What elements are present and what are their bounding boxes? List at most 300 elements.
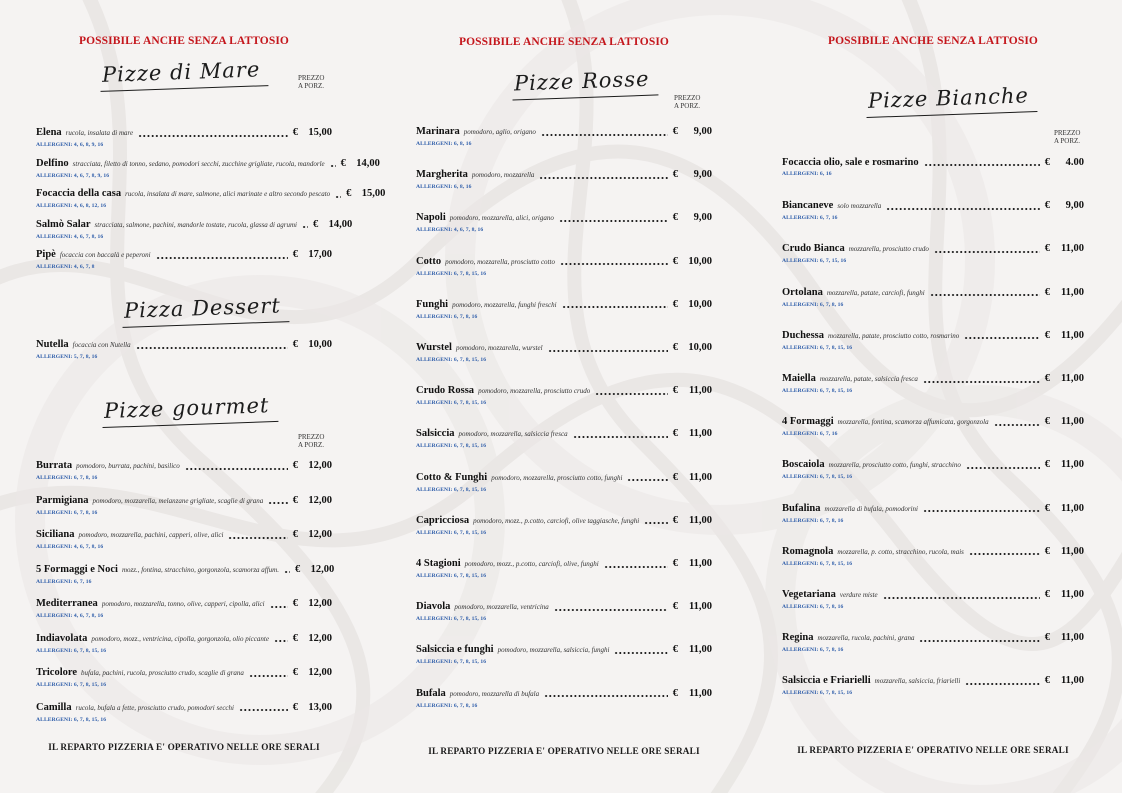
currency-symbol: € — [1044, 286, 1050, 298]
currency-symbol: € — [1044, 459, 1050, 471]
currency-symbol: € — [312, 218, 319, 230]
item-name: Nutella — [36, 339, 69, 350]
menu-item-line — [782, 329, 1084, 343]
item-price: 11,00 — [688, 558, 712, 569]
item-ingredients: mozzarella, fontina, scamorza affumicata, gorgonzola — [837, 418, 989, 427]
menu-item — [36, 563, 335, 586]
currency-symbol: € — [292, 127, 298, 138]
item-name: Regina — [782, 632, 814, 644]
item-ingredients: bufala, pachini, rucola, prosciutto crudo, scaglie di grana — [81, 669, 244, 677]
menu-item — [782, 631, 1084, 654]
menu-item-line — [782, 199, 1084, 213]
price-per-portion-label: PREZZO A PORZ. — [298, 433, 325, 449]
currency-symbol: € — [672, 298, 678, 310]
currency-symbol: € — [672, 558, 678, 569]
menu-item-line — [782, 674, 1084, 688]
currency-symbol: € — [672, 644, 678, 656]
allergens-list: ALLERGENI: 6, 7, 8, 15, 16 — [36, 647, 107, 654]
item-name: Funghi — [416, 298, 449, 310]
menu-item-line — [36, 666, 332, 680]
currency-symbol: € — [1044, 589, 1050, 600]
allergens-list: ALLERGENI: 6, 7, 8, 15, 16 — [782, 388, 853, 394]
item-name: Focaccia olio, sale e rosmarino — [782, 157, 919, 168]
menu-item-line — [416, 168, 712, 182]
item-name: Napoli — [416, 212, 446, 224]
item-price: 11,00 — [1060, 675, 1084, 687]
currency-symbol: € — [1044, 329, 1050, 341]
allergens-list: ALLERGENI: 6, 7, 8, 15, 16 — [416, 616, 487, 623]
price-per-portion-label: PREZZO A PORZ. — [1054, 129, 1081, 145]
section-title: Pizze Bianche — [866, 83, 1038, 118]
item-price: 12,00 — [308, 667, 332, 678]
item-ingredients: mozzarella di bufala, pomodorini — [824, 504, 918, 513]
menu-item — [782, 502, 1084, 525]
menu-item — [416, 557, 712, 580]
menu-item — [36, 701, 332, 724]
item-ingredients: mozzarella, patate, carciofi, funghi — [826, 288, 925, 297]
menu-item — [416, 427, 712, 450]
item-ingredients: focaccia con baccalà e peperoni — [59, 251, 151, 259]
dot-leader — [249, 675, 288, 677]
currency-symbol: € — [292, 667, 298, 678]
currency-symbol: € — [672, 169, 678, 181]
item-ingredients: mozzarella, prosciutto crudo — [848, 245, 929, 254]
currency-symbol: € — [672, 385, 678, 397]
menu-item-line — [416, 600, 712, 614]
item-price: 15,00 — [308, 127, 332, 138]
item-ingredients: pomodoro, mozzarella, prosciutto crudo — [478, 387, 591, 396]
evening-hours-footer: IL REPARTO PIZZERIA E' OPERATIVO NELLE ORE SERALI — [428, 746, 700, 756]
dot-leader — [544, 695, 668, 697]
dot-leader — [136, 347, 288, 349]
allergens-list: ALLERGENI: 6, 7, 8, 16 — [36, 475, 98, 481]
menu-item — [782, 242, 1084, 265]
menu-item-line — [36, 701, 332, 715]
menu-column-2 — [416, 0, 712, 793]
allergens-list: ALLERGENI: 6, 7, 8, 15, 16 — [416, 270, 487, 277]
item-name: Maiella — [782, 373, 816, 384]
dot-leader — [965, 683, 1039, 685]
menu-item-line — [416, 384, 712, 398]
lactose-free-notice: POSSIBILE ANCHE SENZA LATTOSIO — [459, 36, 669, 48]
dot-leader — [302, 226, 308, 228]
dot-leader — [284, 571, 290, 573]
item-ingredients: mozzarella, patate, prosciutto cotto, rosmarino — [828, 331, 960, 340]
item-ingredients: pomodoro, mozzarella, salsiccia fresca — [458, 430, 568, 439]
dot-leader — [228, 537, 287, 539]
dot-leader — [539, 177, 667, 179]
dot-leader — [883, 597, 1040, 599]
item-ingredients: pomodoro, mozzarella, ventricina — [454, 603, 549, 612]
dot-leader — [274, 640, 288, 642]
dot-leader — [923, 381, 1040, 383]
item-price: 11,00 — [1060, 329, 1084, 341]
menu-item-line — [36, 187, 386, 201]
menu-item-line — [416, 514, 712, 528]
item-price: 14,00 — [328, 218, 353, 230]
item-ingredients: pomodoro, mozzarella, salsiccia, funghi — [497, 646, 610, 655]
item-price: 11,00 — [1060, 373, 1084, 384]
menu-item — [36, 632, 332, 655]
allergens-list: ALLERGENI: 6, 7, 8, 15, 16 — [416, 357, 487, 363]
currency-symbol: € — [295, 563, 301, 575]
item-ingredients: pomodoro, mozz., p.cotto, carciofi, olive, funghi — [464, 560, 599, 568]
allergens-list: ALLERGENI: 6, 7, 8, 16 — [416, 313, 478, 320]
item-name: Parmigiana — [36, 494, 89, 506]
item-name: Capricciosa — [416, 514, 470, 526]
allergens-list: ALLERGENI: 6, 7, 8, 15, 16 — [782, 474, 853, 481]
item-ingredients: pomodoro, mozz., ventricina, cipolla, gorgonzola, olio piccante — [91, 634, 269, 643]
item-name: Crudo Rossa — [416, 385, 475, 397]
allergens-list: ALLERGENI: 6, 7, 8, 16 — [782, 604, 844, 610]
item-price: 14,00 — [356, 157, 380, 169]
item-name: Focaccia della casa — [36, 188, 122, 199]
dot-leader — [554, 609, 668, 611]
menu-item-line — [36, 338, 332, 352]
allergens-list: ALLERGENI: 6, 7, 8, 15, 16 — [36, 716, 107, 723]
item-ingredients: mozzarella, patate, salsiccia fresca — [819, 375, 918, 383]
currency-symbol: € — [672, 212, 678, 224]
currency-symbol: € — [672, 471, 678, 483]
dot-leader — [156, 257, 288, 259]
item-name: Duchessa — [782, 329, 825, 341]
currency-symbol: € — [672, 428, 678, 440]
item-ingredients: verdure miste — [839, 591, 878, 599]
item-name: Cotto & Funghi — [416, 471, 488, 483]
section-title: Pizze Rosse — [512, 66, 658, 100]
allergens-list: ALLERGENI: 6, 7, 8, 16 — [782, 517, 844, 524]
item-ingredients: stracciata, filetto di tonno, sedano, pomodori secchi, zucchine grigliate, rucola, mandorle — [72, 159, 325, 168]
evening-hours-footer: IL REPARTO PIZZERIA E' OPERATIVO NELLE ORE SERALI — [48, 742, 320, 752]
price-per-portion-label: PREZZO A PORZ. — [674, 94, 701, 110]
dot-leader — [573, 436, 668, 438]
lactose-free-notice: POSSIBILE ANCHE SENZA LATTOSIO — [79, 35, 289, 47]
item-price: 11,00 — [688, 428, 712, 440]
item-price: 11,00 — [1060, 243, 1084, 255]
currency-symbol: € — [672, 342, 678, 353]
dot-leader — [964, 337, 1039, 339]
item-price: 11,00 — [1060, 286, 1084, 298]
item-ingredients: mozzarella, prosciutto cotto, funghi, stracchino — [828, 461, 961, 470]
item-name: Bufala — [416, 687, 446, 699]
section-title: Pizza Dessert — [122, 293, 290, 328]
item-ingredients: mozzarella, salsiccia, friarielli — [874, 677, 961, 686]
section-title: Pizze gourmet — [102, 393, 278, 428]
menu-item — [416, 341, 712, 364]
item-price: 17,00 — [308, 249, 332, 260]
allergens-list: ALLERGENI: 4, 6, 7, 8, 16 — [36, 544, 104, 550]
item-price: 10,00 — [308, 339, 332, 350]
menu-item — [36, 157, 380, 180]
currency-symbol: € — [1044, 675, 1050, 687]
allergens-list: ALLERGENI: 6, 7, 8, 15, 16 — [416, 573, 487, 579]
item-ingredients: pomodoro, mozzarella, prosciutto cotto — [445, 257, 555, 266]
currency-symbol: € — [672, 687, 678, 699]
allergens-list: ALLERGENI: 6, 7, 15, 16 — [782, 258, 847, 265]
menu-item-line — [416, 427, 712, 441]
item-price: 10,00 — [688, 342, 712, 353]
lactose-free-notice: POSSIBILE ANCHE SENZA LATTOSIO — [828, 35, 1038, 47]
allergens-list: ALLERGENI: 4, 6, 7, 8, 16 — [416, 227, 484, 234]
allergens-list: ALLERGENI: 5, 7, 8, 16 — [36, 354, 98, 360]
menu-item — [36, 248, 332, 271]
menu-item-line — [36, 218, 353, 232]
allergens-list: ALLERGENI: 6, 7, 16 — [782, 215, 838, 222]
item-price: 11,00 — [1060, 589, 1084, 600]
menu-item-line — [416, 643, 712, 657]
item-price: 11,00 — [1060, 502, 1084, 514]
item-name: Marinara — [416, 126, 460, 137]
menu-item — [782, 372, 1084, 395]
allergens-list: ALLERGENI: 4, 6, 7, 8 — [36, 264, 95, 270]
menu-item — [416, 687, 712, 710]
allergens-list: ALLERGENI: 6, 16 — [782, 171, 832, 177]
item-ingredients: stracciata, salmone, pachini, mandorle tostate, rucola, glassa di agrumi — [94, 220, 297, 229]
menu-item-line — [416, 471, 712, 485]
item-name: Bufalina — [782, 502, 821, 514]
menu-item-line — [416, 255, 712, 269]
dot-leader — [559, 220, 668, 222]
menu-item — [36, 494, 332, 517]
dot-leader — [562, 306, 668, 308]
allergens-list: ALLERGENI: 6, 7, 8, 15, 16 — [416, 400, 487, 407]
item-name: Camilla — [36, 701, 72, 713]
menu-item — [36, 666, 332, 689]
menu-item-line — [36, 597, 332, 611]
currency-symbol: € — [1044, 373, 1050, 384]
menu-item — [782, 199, 1084, 222]
allergens-list: ALLERGENI: 6, 7, 8, 15, 16 — [782, 560, 853, 567]
currency-symbol: € — [672, 601, 678, 613]
allergens-list: ALLERGENI: 6, 7, 8, 16 — [416, 702, 478, 709]
allergens-list: ALLERGENI: 4, 6, 8, 12, 16 — [36, 203, 107, 209]
dot-leader — [969, 553, 1040, 555]
allergens-list: ALLERGENI: 6, 8, 16 — [416, 184, 472, 191]
item-name: Salmò Salar — [36, 218, 91, 230]
menu-item — [416, 168, 712, 191]
dot-leader — [627, 479, 667, 481]
item-name: Siciliana — [36, 529, 75, 540]
menu-item — [416, 125, 712, 148]
item-price: 11,00 — [1060, 459, 1084, 471]
menu-item-line — [36, 248, 332, 262]
dot-leader — [541, 134, 668, 136]
menu-item — [782, 458, 1084, 481]
dot-leader — [560, 263, 668, 265]
item-price: 12,00 — [308, 529, 332, 540]
item-ingredients: pomodoro, mozzarella — [471, 171, 535, 180]
allergens-list: ALLERGENI: 4, 6, 7, 8, 16 — [36, 613, 104, 619]
item-price: 11,00 — [688, 514, 712, 526]
currency-symbol: € — [1044, 200, 1050, 212]
menu-column-3 — [782, 0, 1084, 793]
item-name: Mediterranea — [36, 598, 98, 609]
menu-item-line — [782, 631, 1084, 645]
item-name: Salsiccia e Friarielli — [782, 675, 871, 687]
allergens-list: ALLERGENI: 6, 7, 8, 15, 16 — [36, 682, 107, 688]
evening-hours-footer: IL REPARTO PIZZERIA E' OPERATIVO NELLE ORE SERALI — [797, 745, 1069, 755]
menu-item-line — [36, 494, 332, 508]
menu-item-line — [36, 126, 332, 140]
item-name: Tricolore — [36, 667, 78, 678]
item-name: Diavola — [416, 601, 451, 613]
dot-leader — [930, 294, 1040, 296]
item-price: 11,00 — [688, 687, 712, 699]
dot-leader — [604, 566, 668, 568]
item-ingredients: solo mozzarella — [837, 202, 882, 211]
item-ingredients: pomodoro, mozzarella, pachini, capperi, olive, alici — [78, 531, 224, 539]
item-price: 11,00 — [1060, 632, 1084, 644]
item-name: Boscaiola — [782, 459, 825, 471]
allergens-list: ALLERGENI: 6, 7, 8, 15, 16 — [416, 443, 487, 450]
menu-item — [36, 126, 332, 149]
currency-symbol: € — [292, 701, 298, 713]
item-name: Salsiccia — [416, 428, 455, 440]
menu-column-1 — [36, 0, 386, 793]
menu-item — [416, 255, 712, 278]
item-price: 10,00 — [688, 255, 712, 267]
item-price: 12,00 — [308, 494, 332, 506]
currency-symbol: € — [292, 460, 298, 471]
item-name: Elena — [36, 127, 62, 138]
allergens-list: ALLERGENI: 6, 7, 8, 15, 16 — [782, 344, 853, 351]
item-ingredients: pomodoro, mozzarella, wurstel — [455, 344, 543, 352]
item-name: 4 Stagioni — [416, 558, 461, 569]
item-price: 11,00 — [688, 644, 712, 656]
currency-symbol: € — [1044, 243, 1050, 255]
currency-symbol: € — [346, 188, 352, 199]
item-ingredients: pomodoro, mozz., p.cotto, carciofi, olive taggiasche, funghi — [473, 516, 640, 525]
item-ingredients: rucola, insalata di mare — [65, 129, 134, 137]
item-name: Romagnola — [782, 545, 834, 557]
currency-symbol: € — [292, 529, 298, 540]
menu-item-line — [782, 242, 1084, 256]
menu-item-line — [782, 415, 1084, 429]
currency-symbol: € — [1044, 545, 1050, 557]
currency-symbol: € — [292, 339, 298, 350]
item-name: Ortolana — [782, 286, 823, 298]
menu-item-line — [416, 687, 712, 701]
item-ingredients: pomodoro, mozzarella di bufala — [449, 689, 540, 698]
item-ingredients: pomodoro, mozzarella, prosciutto cotto, funghi — [491, 473, 623, 482]
menu-item — [416, 514, 712, 537]
item-ingredients: pomodoro, mozzarella, tonno, olive, capperi, cipolla, alici — [101, 600, 265, 608]
menu-item-line — [782, 502, 1084, 516]
menu-item-line — [36, 157, 380, 171]
menu-item — [416, 600, 712, 623]
menu-item-line — [782, 156, 1084, 169]
item-price: 12,00 — [310, 563, 335, 575]
allergens-list: ALLERGENI: 6, 7, 8, 15, 16 — [416, 659, 487, 666]
menu-item — [782, 545, 1084, 568]
menu-item-line — [416, 298, 712, 312]
dot-leader — [595, 393, 667, 395]
item-name: 4 Formaggi — [782, 416, 834, 428]
item-ingredients: pomodoro, mozzarella, alici, origano — [449, 214, 554, 223]
item-price: 9,00 — [693, 212, 712, 224]
item-name: Cotto — [416, 255, 442, 267]
item-price: 12,00 — [308, 632, 332, 644]
item-ingredients: focaccia con Nutella — [72, 341, 131, 349]
item-price: 12,00 — [308, 460, 332, 471]
allergens-list: ALLERGENI: 6, 8, 16 — [416, 141, 472, 147]
item-ingredients: mozzarella, rucola, pachini, grana — [817, 634, 915, 643]
allergens-list: ALLERGENI: 4, 6, 8, 9, 16 — [36, 142, 104, 148]
dot-leader — [330, 165, 336, 167]
dot-leader — [548, 350, 668, 352]
item-ingredients: pomodoro, mozzarella, funghi freschi — [452, 300, 557, 309]
allergens-list: ALLERGENI: 6, 7, 8, 16 — [782, 647, 844, 654]
item-name: Crudo Bianca — [782, 243, 845, 255]
menu-item-line — [782, 545, 1084, 559]
menu-item-line — [36, 528, 332, 542]
item-name: Margherita — [416, 169, 468, 181]
menu-item — [782, 674, 1084, 697]
currency-symbol: € — [672, 255, 678, 267]
currency-symbol: € — [1044, 502, 1050, 514]
item-price: 9,00 — [1065, 200, 1084, 212]
currency-symbol: € — [1044, 157, 1050, 168]
allergens-list: ALLERGENI: 6, 7, 8, 15, 16 — [416, 486, 487, 493]
currency-symbol: € — [292, 249, 298, 260]
item-price: 11,00 — [1060, 545, 1084, 557]
allergens-list: ALLERGENI: 4, 6, 7, 8, 16 — [36, 233, 104, 240]
item-price: 11,00 — [688, 385, 712, 397]
item-name: Biancaneve — [782, 200, 834, 212]
item-name: Wurstel — [416, 342, 452, 353]
item-price: 9,00 — [693, 126, 712, 137]
dot-leader — [614, 652, 667, 654]
allergens-list: ALLERGENI: 6, 7, 8, 16 — [36, 509, 98, 516]
menu-item — [782, 329, 1084, 352]
currency-symbol: € — [672, 514, 678, 526]
menu-item — [416, 471, 712, 494]
allergens-list: ALLERGENI: 6, 7, 8, 15, 16 — [782, 690, 853, 697]
menu-item — [416, 643, 712, 666]
dot-leader — [924, 164, 1040, 166]
currency-symbol: € — [292, 598, 298, 609]
item-name: 5 Formaggi e Noci — [36, 563, 118, 575]
item-price: 11,00 — [688, 471, 712, 483]
dot-leader — [923, 510, 1040, 512]
menu-item — [416, 211, 712, 234]
menu-item-line — [782, 372, 1084, 386]
allergens-list: ALLERGENI: 6, 7, 16 — [782, 431, 838, 438]
item-price: 4.00 — [1065, 157, 1084, 168]
currency-symbol: € — [292, 494, 298, 506]
item-price: 15,00 — [361, 188, 386, 199]
item-price: 11,00 — [688, 601, 712, 613]
menu-item-line — [416, 557, 712, 571]
item-name: Pipè — [36, 249, 56, 260]
menu-item — [36, 218, 353, 241]
menu-item — [782, 415, 1084, 438]
item-ingredients: pomodoro, aglio, origano — [463, 128, 536, 136]
item-price: 13,00 — [308, 701, 332, 713]
dot-leader — [138, 135, 288, 137]
menu-item — [36, 187, 386, 210]
dot-leader — [268, 502, 287, 504]
price-per-portion-label: PREZZO A PORZ. — [298, 74, 325, 90]
menu-item-line — [782, 588, 1084, 602]
menu-item-line — [782, 286, 1084, 300]
dot-leader — [239, 709, 288, 711]
dot-leader — [335, 196, 341, 198]
currency-symbol: € — [672, 126, 678, 137]
item-price: 11,00 — [1060, 416, 1084, 428]
dot-leader — [994, 424, 1040, 426]
item-name: Burrata — [36, 460, 73, 471]
